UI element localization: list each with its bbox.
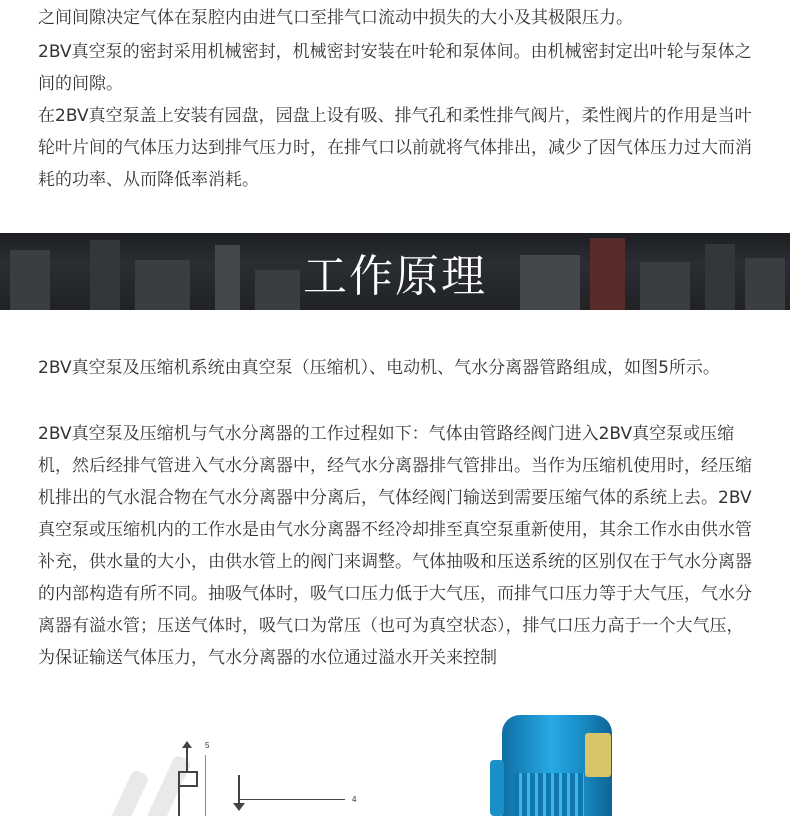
- body-paragraph-1: 2BV真空泵及压缩机系统由真空泵（压缩机）、电动机、气水分离器管路组成，如图5所示。: [38, 358, 720, 378]
- diagram-pipe: [178, 785, 180, 816]
- diagram-label-5: 5: [205, 741, 210, 750]
- motor-flange: [490, 760, 504, 816]
- arrow-up-icon: [182, 741, 192, 748]
- section-title: 工作原理: [303, 250, 487, 302]
- diagram-pipe: [238, 775, 240, 805]
- watermark-mark: [108, 769, 150, 816]
- nameplate: [585, 733, 611, 777]
- intro-paragraph-2: 2BV真空泵的密封采用机械密封，机械密封安装在叶轮和泵体间。由机械密封定出叶轮与泵体之间的间隙。: [38, 42, 752, 94]
- arrow-down-icon: [233, 803, 245, 811]
- diagram-pipe: [186, 745, 188, 773]
- cooling-fins: [514, 773, 584, 816]
- intro-paragraph-3: 在2BV真空泵盖上安装有园盘，园盘上设有吸、排气孔和柔性排气阀片，柔性阀片的作用是当叶轮叶片间的气体压力达到排气压力时，在排气口以前就将气体排出，减少了因气体压力过大而消耗的功率、从而降低率消耗。: [38, 106, 752, 190]
- diagram-pipe: [205, 755, 206, 816]
- section-banner: [0, 233, 790, 310]
- intro-paragraph-1: 之间间隙决定气体在泵腔内由进气口至排气口流动中损失的大小及其极限压力。: [38, 8, 633, 28]
- figure-area: [0, 715, 790, 816]
- body-paragraph-2: 2BV真空泵及压缩机与气水分离器的工作过程如下：气体由管路经阀门进入2BV真空泵或压缩机，然后经排气管进入气水分离器中，经气水分离器排气管排出。当作为压缩机使用时，经压缩机排出的气水混合物在气水分离器中分离后，气体经阀门输送到需要压缩气体的系统上去。2BV真空泵或压缩机内的工作水是由气水分离器不经冷却排至真空泵重新使用，其余工作水由供水管补充，供水量的大小，由供水管上的阀门来调整。气体抽吸和压送系统的区别仅在于气水分离器的内部构造有所不同。抽吸气体时，吸气口压力低于大气压，而排气口压力等于大气压，气水分离器有溢水管；压送气体时，吸气口为常压（也可为真空状态），排气口压力高于一个大气压，为保证输送气体压力，气水分离器的水位通过溢水开关来控制: [38, 424, 752, 668]
- diagram-valve: [178, 771, 198, 787]
- diagram-pipe: [240, 799, 345, 800]
- diagram-label-4: 4: [352, 795, 357, 804]
